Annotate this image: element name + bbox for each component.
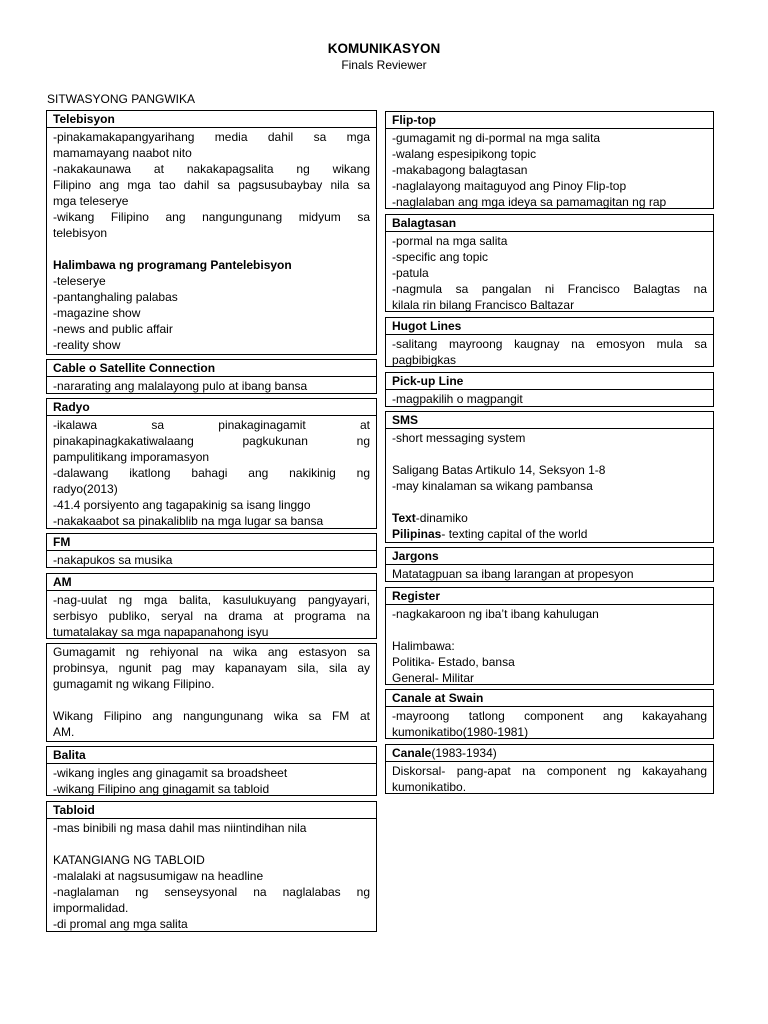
text-line: -makabagong balagtasan [392,163,528,177]
title-name: Canale [392,746,432,760]
text-line [392,510,707,526]
text-line: General- Militar [392,671,475,685]
text-line: -gumagamit ng di-pormal na mga salita [392,131,601,145]
page-subtitle: Finals Reviewer [341,58,427,72]
text-line: -pormal na mga salita [392,234,508,248]
text-line: tumatalakay sa mga napapanahong isyu [53,625,269,639]
text-line: -wikang Filipino ang ginagamit sa tabloid [53,782,270,796]
text-line: Matatagpuan sa ibang larangan at propesyon [392,567,634,581]
text-line: pagbibigkas [392,353,457,367]
box-jargons [385,547,714,582]
text-line: -malalaki at nagsusumigaw na headline [53,869,264,883]
text-line: impormalidad. [53,901,129,915]
text-line: -di promal ang mga salita [53,917,188,931]
list-item: -pantanghaling palabas [53,290,178,304]
text-line: -nakapukos sa musika [53,553,173,567]
spacer [392,446,707,462]
box-sms [385,411,714,543]
list-item: -magazine show [53,306,141,320]
text-line: -naglalaban ang mga ideya sa pamamagitan ng rap [392,195,667,209]
box-hugot-lines [385,317,714,367]
list-item: -reality show [53,338,121,352]
text-line: -nagkakaroon ng iba’t ibang kahulugan [392,607,599,621]
text-line: mga teleserye [53,194,129,208]
box-cable [46,359,377,394]
text-line: -dalawang ikatlong bahagi ang nakikinig ng [53,466,370,480]
box-title: SMS [386,412,713,429]
text-line: telebisyon [53,226,108,240]
text-line: -nakakaunawa at nakakapagsalita ng wikang [53,162,370,176]
spacer [53,241,370,257]
text-line: -salitang mayroong kaugnay na emosyon mula sa [392,337,707,351]
text-line: -walang espesipikong topic [392,147,537,161]
title-years: (1983-1934) [431,746,497,760]
text-line: -nakakaabot sa pinakaliblib na mga lugar sa bansa [53,514,324,528]
box-title [386,745,713,762]
box-title: Canale at Swain [386,690,713,707]
text-line: -naglalayong maitaguyod ang Pinoy Flip-top [392,179,627,193]
box-title: FM [47,534,376,551]
text-line: -nag-uulat ng mga balita, kasulukuyang pangyayari, [53,593,370,607]
text-line: Filipino ang mga tao dahil sa pagsusubaybay nila sa [53,178,370,192]
box-title: Balita [47,747,376,764]
box-title: Hugot Lines [386,318,713,335]
subheading: Halimbawa ng programang Pantelebisyon [53,258,292,272]
text-line: -mas binibili ng masa dahil mas niintindihan nila [53,821,307,835]
page-title: KOMUNIKASYON [327,41,441,56]
text-line: kilala rin bilang Francisco Baltazar [392,298,575,312]
text-line: pinakapinagkakatiwalaang pagkukunan ng [53,434,370,448]
text-line: gumagamit ng wikang Filipino. [53,677,215,691]
text-line: probinsya, ngunit pag may kapanayam sila, sila ay [53,661,370,675]
box-am [46,573,377,639]
list-item: -news and public affair [53,322,173,336]
box-title: Jargons [386,548,713,565]
spacer [392,622,707,638]
box-gumagamit [46,643,377,742]
text-line: kumonikatibo. [392,780,467,794]
box-canale [385,744,714,794]
box-title: Pick-up Line [386,373,713,390]
text-line: Politika- Estado, bansa [392,655,515,669]
text-line: AM. [53,725,75,739]
text-line: mamamayang naabot nito [53,146,192,160]
term: Text [392,511,416,525]
text-line: Diskorsal- pang-apat na component ng kakayahang [392,764,707,778]
text-line: -patula [392,266,429,280]
box-title: AM [47,574,376,591]
spacer [53,692,370,708]
box-title: Cable o Satellite Connection [47,360,376,377]
box-title: Telebisyon [47,111,376,128]
box-title: Balagtasan [386,215,713,232]
text-line: -magpakilih o magpangit [392,392,523,406]
text-line: -specific ang topic [392,250,489,264]
spacer [53,836,370,852]
text-line: Saligang Batas Artikulo 14, Seksyon 1-8 [392,463,606,477]
text-line: Halimbawa: [392,639,455,653]
box-register [385,587,714,685]
term: Pilipinas [392,527,442,541]
text-line: radyo(2013) [53,482,118,496]
text-line: kumonikatibo(1980-1981) [392,725,529,739]
text-line: Gumagamit ng rehiyonal na wika ang estasyon sa [53,645,370,659]
text-line: -ikalawa sa pinakaginagamit at [53,418,370,432]
text-line: -wikang Filipino ang nangungunang midyum sa [53,210,370,224]
box-tabloid [46,801,377,932]
box-title: Flip-top [386,112,713,129]
definition: - texting capital of the world [441,527,588,541]
text-line: pampulitikang imporamasyon [53,450,210,464]
text-line: -may kinalaman sa wikang pambansa [392,479,593,493]
text-line: -wikang ingles ang ginagamit sa broadsheet [53,766,288,780]
box-radyo [46,398,377,529]
box-title: Radyo [47,399,376,416]
text-line: serbisyo publiko, seryal na drama at programa na [53,609,370,623]
box-telebisyon [46,110,377,355]
list-item: -teleserye [53,274,106,288]
text-line: -nararating ang malalayong pulo at ibang bansa [53,379,308,393]
box-fm [46,533,377,568]
box-title: Tabloid [47,802,376,819]
box-title: Register [386,588,713,605]
definition: -dinamiko [415,511,468,525]
box-balagtasan [385,214,714,312]
spacer [392,494,707,510]
text-line: -mayroong tatlong component ang kakayahang [392,709,707,723]
text-line: -41.4 porsiyento ang tagapakinig sa isang linggo [53,498,311,512]
box-pickup-line [385,372,714,407]
section-heading: SITWASYONG PANGWIKA [47,92,196,106]
text-line: -pinakamakapangyarihang media dahil sa mga [53,130,370,144]
text-line: Wikang Filipino ang nangungunang wika sa FM at [53,709,370,723]
subheading: KATANGIANG NG TABLOID [53,853,205,867]
box-canale-at-swain [385,689,714,739]
text-line [392,526,707,542]
text-line: -short messaging system [392,431,526,445]
text-line: -naglalaman ng senseysyonal na naglalabas ng [53,885,370,899]
box-fliptop [385,111,714,209]
text-line: -nagmula sa pangalan ni Francisco Balagtas na [392,282,707,296]
box-balita [46,746,377,796]
